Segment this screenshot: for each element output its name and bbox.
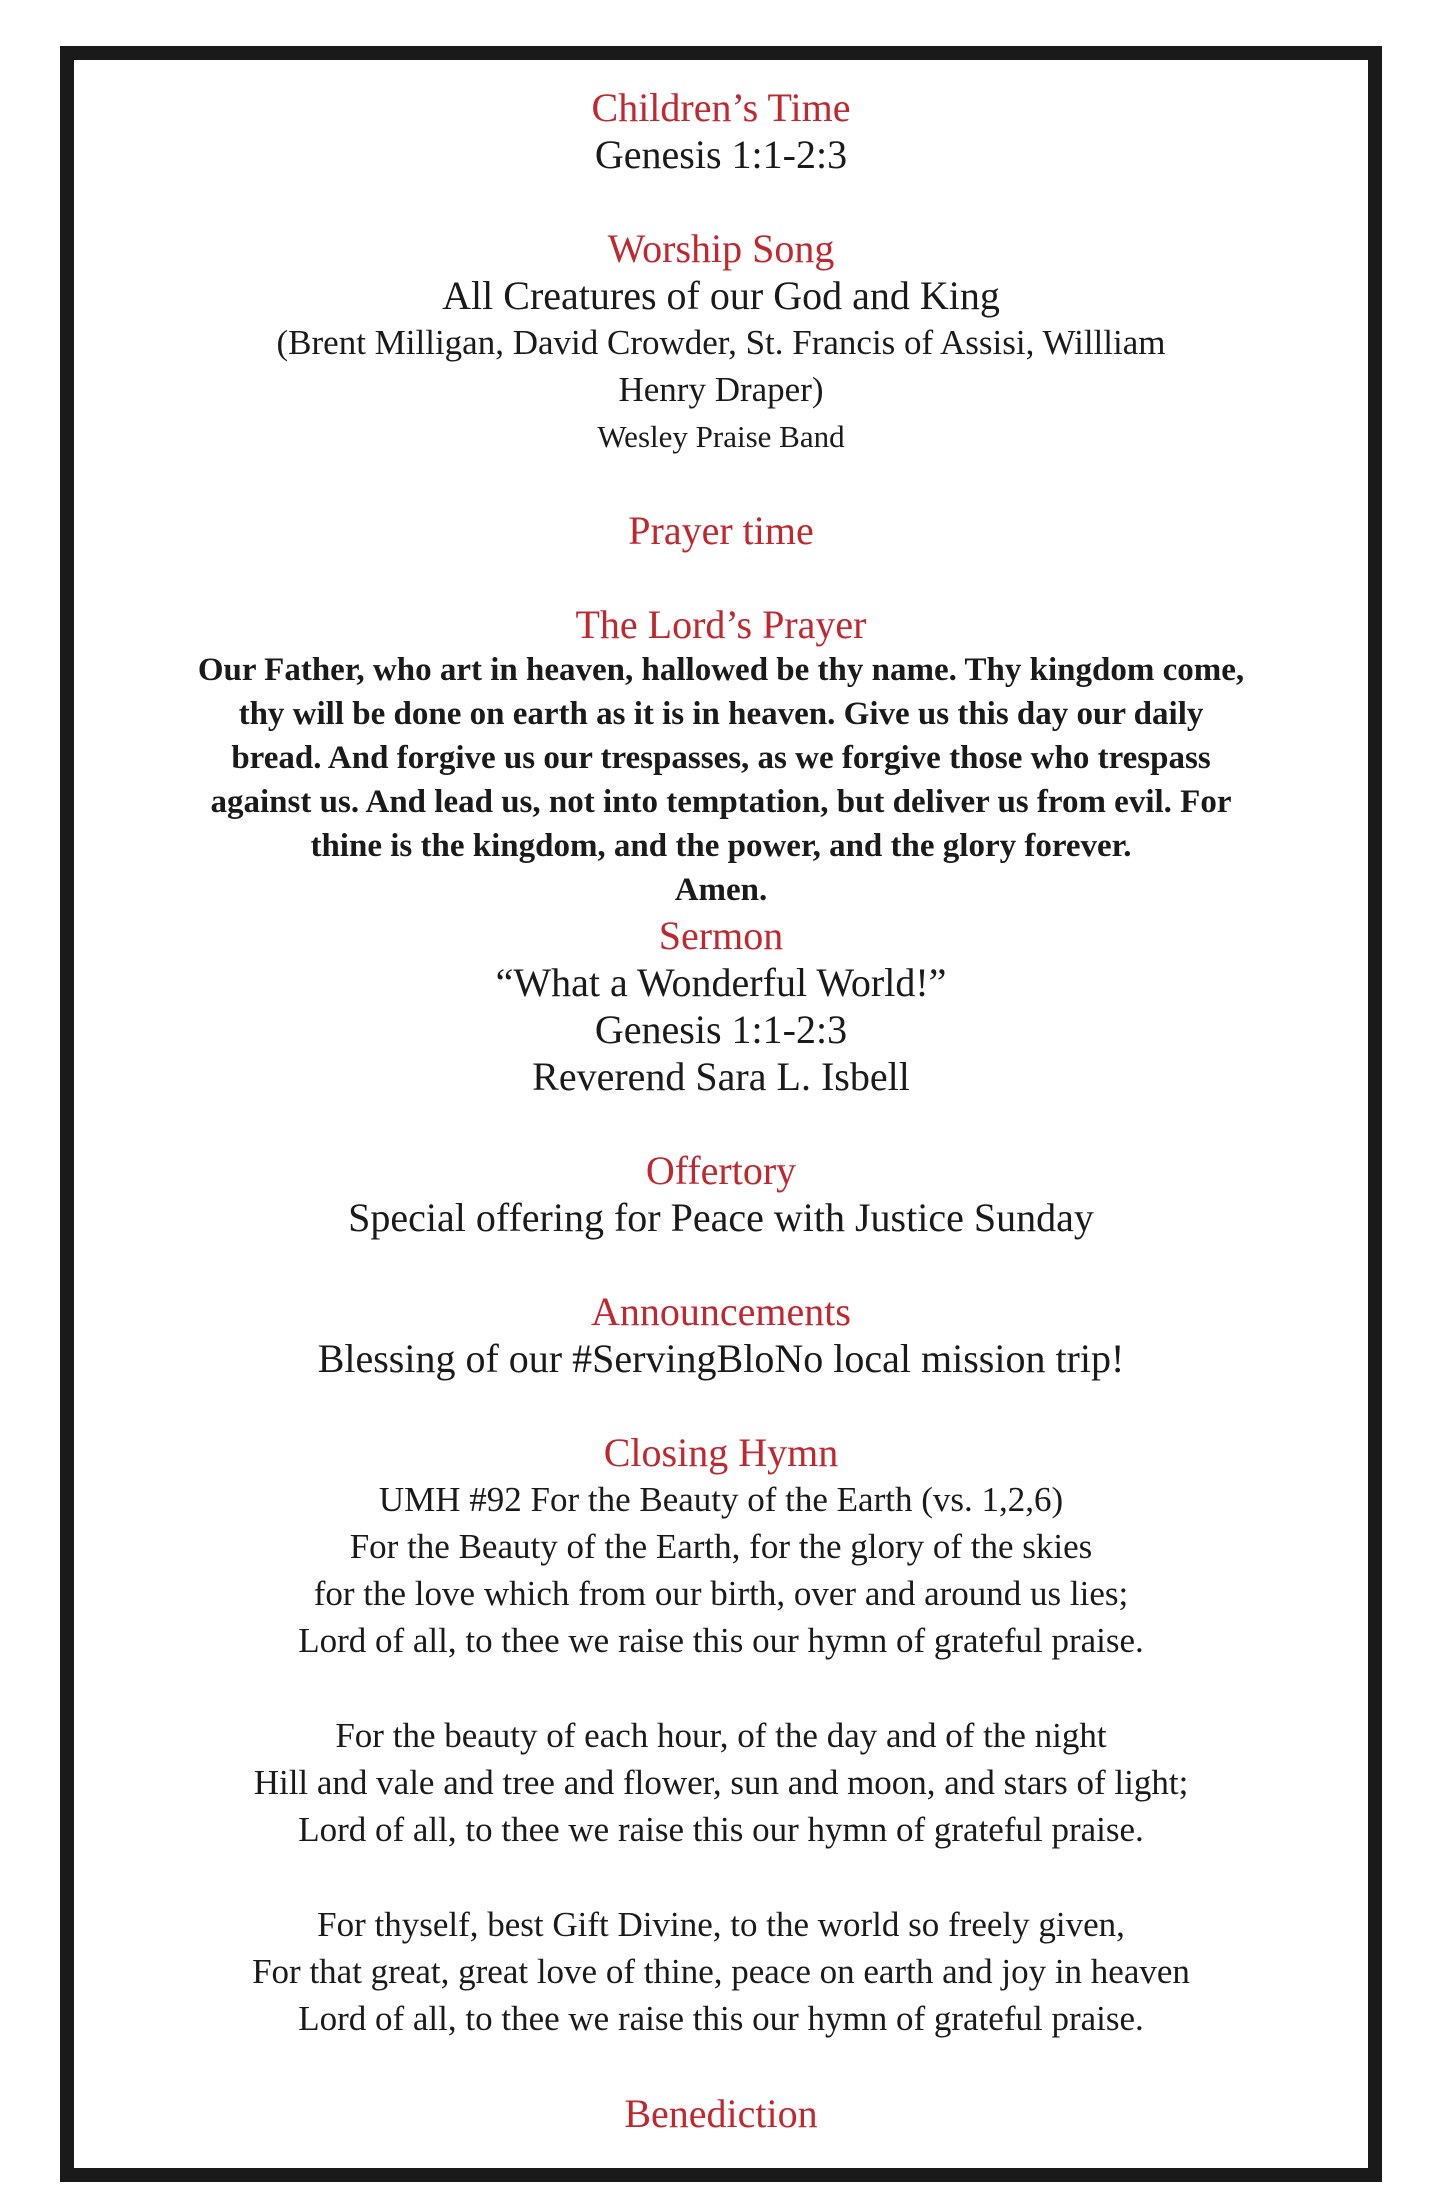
childrens-time-reading: Genesis 1:1-2:3 xyxy=(594,132,848,177)
hymn-verse-line: For thyself, best Gift Divine, to the world so freely given, xyxy=(317,1905,1125,1944)
offertory-heading: Offertory xyxy=(645,1148,797,1193)
sermon-title: “What a Wonderful World!” xyxy=(495,960,947,1005)
offertory-text: Special offering for Peace with Justice Sunday xyxy=(348,1195,1094,1240)
lords-prayer-line: thy will be done on earth as it is in heaven. Give us this day our daily xyxy=(238,696,1204,732)
hymn-verse-line: For that great, great love of thine, peace on earth and joy in heaven xyxy=(252,1952,1190,1991)
worship-song-performer: Wesley Praise Band xyxy=(597,419,845,454)
lords-prayer-line: bread. And forgive us our trespasses, as we forgive those who trespass xyxy=(231,740,1211,776)
childrens-time-heading: Children’s Time xyxy=(591,85,851,130)
sermon-heading: Sermon xyxy=(658,913,784,958)
hymn-verse-line: Hill and vale and tree and flower, sun and moon, and stars of light; xyxy=(253,1763,1189,1802)
worship-song-credits-line-2: Henry Draper) xyxy=(618,370,824,409)
announcements-heading: Announcements xyxy=(591,1289,851,1334)
closing-hymn-heading: Closing Hymn xyxy=(603,1430,839,1475)
hymn-verse-line: Lord of all, to thee we raise this our hymn of grateful praise. xyxy=(298,1810,1144,1849)
hymn-verse-line: Lord of all, to thee we raise this our hymn of grateful praise. xyxy=(298,1999,1144,2038)
lords-prayer-amen: Amen. xyxy=(674,872,768,908)
order-of-worship xyxy=(74,84,1368,2137)
closing-hymn-title: UMH #92 For the Beauty of the Earth (vs. 1,2,6) xyxy=(378,1480,1064,1519)
lords-prayer-line: Our Father, who art in heaven, hallowed be thy name. Thy kingdom come, xyxy=(197,652,1245,688)
lords-prayer-heading: The Lord’s Prayer xyxy=(575,602,867,647)
hymn-verse-line: For the beauty of each hour, of the day and of the night xyxy=(335,1716,1107,1755)
worship-song-heading: Worship Song xyxy=(607,226,835,271)
worship-song-credits-line-1: (Brent Milligan, David Crowder, St. Francis of Assisi, Willliam xyxy=(276,323,1166,362)
bulletin-frame xyxy=(60,46,1382,2182)
worship-song-title: All Creatures of our God and King xyxy=(442,273,1000,318)
hymn-verse-line: for the love which from our birth, over and around us lies; xyxy=(313,1574,1129,1613)
benediction-heading: Benediction xyxy=(624,2091,818,2136)
announcements-text: Blessing of our #ServingBloNo local mission trip! xyxy=(317,1336,1125,1381)
lords-prayer-line: against us. And lead us, not into temptation, but deliver us from evil. For xyxy=(210,784,1232,820)
sermon-reading: Genesis 1:1-2:3 xyxy=(594,1007,848,1052)
lords-prayer-line: thine is the kingdom, and the power, and the glory forever. xyxy=(310,828,1132,864)
sermon-preacher: Reverend Sara L. Isbell xyxy=(532,1054,910,1099)
hymn-verse-line: For the Beauty of the Earth, for the glory of the skies xyxy=(349,1527,1093,1566)
hymn-verse-line: Lord of all, to thee we raise this our hymn of grateful praise. xyxy=(298,1621,1144,1660)
prayer-time-heading: Prayer time xyxy=(628,508,814,553)
